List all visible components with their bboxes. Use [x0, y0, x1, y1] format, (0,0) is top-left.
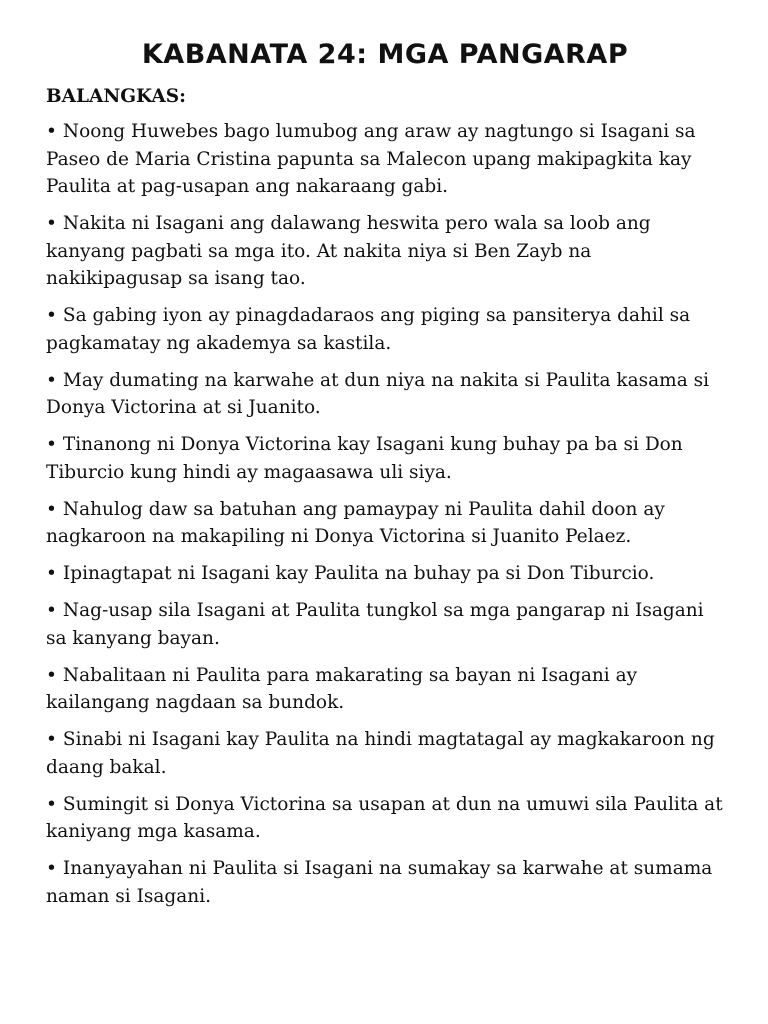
bullet-mark: • — [46, 729, 57, 750]
outline-item — [46, 367, 724, 422]
outline-item — [46, 496, 724, 551]
outline-item — [46, 560, 724, 588]
outline-item-text: Sa gabing iyon ay pinagdadaraos ang piging sa pansiterya dahil sa pagkamatay ng akademya sa kastila. — [46, 305, 691, 354]
bullet-mark: • — [46, 369, 57, 391]
outline-item — [46, 302, 724, 357]
bullet-mark: • — [46, 664, 57, 686]
outline-item — [46, 597, 724, 652]
outline-item-text: Inanyayahan ni Paulita si Isagani na sumakay sa karwahe at sumama naman si Isagani. — [46, 858, 713, 907]
outline-list — [46, 118, 724, 910]
outline-item-text: Sinabi ni Isagani kay Paulita na hindi magtatagal ay magkakaroon ng daang bakal. — [46, 729, 715, 778]
chapter-title: KABANATA 24: MGA PANGARAP — [141, 39, 629, 70]
outline-item-text: Nabalitaan ni Paulita para makarating sa bayan ni Isagani ay kailangang nagdaan sa bundok. — [46, 664, 638, 713]
outline-item-text: Sumingit si Donya Victorina sa usapan at dun na umuwi sila Paulita at kaniyang mga kasama. — [46, 793, 723, 842]
outline-item — [46, 855, 724, 910]
outline-item-text: Nakita ni Isagani ang dalawang heswita pero wala sa loob ang kanyang pagbati sa mga ito. At nakita niya si Ben Zayb na nakikipagusap sa isang tao. — [46, 213, 651, 289]
bullet-mark: • — [46, 305, 57, 326]
bullet-mark: • — [46, 213, 57, 234]
outline-item — [46, 726, 724, 781]
outline-item-text: Nahulog daw sa batuhan ang pamaypay ni Paulita dahil doon ay nagkaroon na makapiling ni Donya Victorina si Juanito Pelaez. — [46, 498, 665, 547]
outline-item — [46, 431, 724, 486]
bullet-mark: • — [46, 858, 57, 879]
outline-item — [46, 791, 724, 846]
outline-item-text: Nag-usap sila Isagani at Paulita tungkol sa mga pangarap ni Isagani sa kanyang bayan. — [46, 600, 704, 649]
outline-item-text: Noong Huwebes bago lumubog ang araw ay nagtungo si Isagani sa Paseo de Maria Cristina papunta sa Malecon upang makipagkita kay Paulita at pag-usapan ang nakaraang gabi. — [46, 121, 696, 197]
bullet-mark: • — [46, 434, 57, 455]
bullet-mark: • — [46, 498, 57, 520]
bullet-mark: • — [46, 563, 57, 584]
outline-item — [46, 210, 724, 293]
outline-item — [46, 662, 724, 717]
bullet-mark: • — [46, 600, 57, 621]
outline-item-text: Tinanong ni Donya Victorina kay Isagani kung buhay pa ba si Don Tiburcio kung hindi ay magaasawa uli siya. — [46, 434, 683, 483]
outline-item-text: Ipinagtapat ni Isagani kay Paulita na buhay pa si Don Tiburcio. — [62, 563, 655, 584]
outline-item-text: May dumating na karwahe at dun niya na nakita si Paulita kasama si Donya Victorina at si Juanito. — [46, 369, 710, 418]
outline-item — [46, 118, 724, 201]
bullet-mark: • — [46, 121, 57, 142]
outline-label: BALANGKAS: — [46, 86, 186, 107]
bullet-mark: • — [46, 793, 57, 815]
